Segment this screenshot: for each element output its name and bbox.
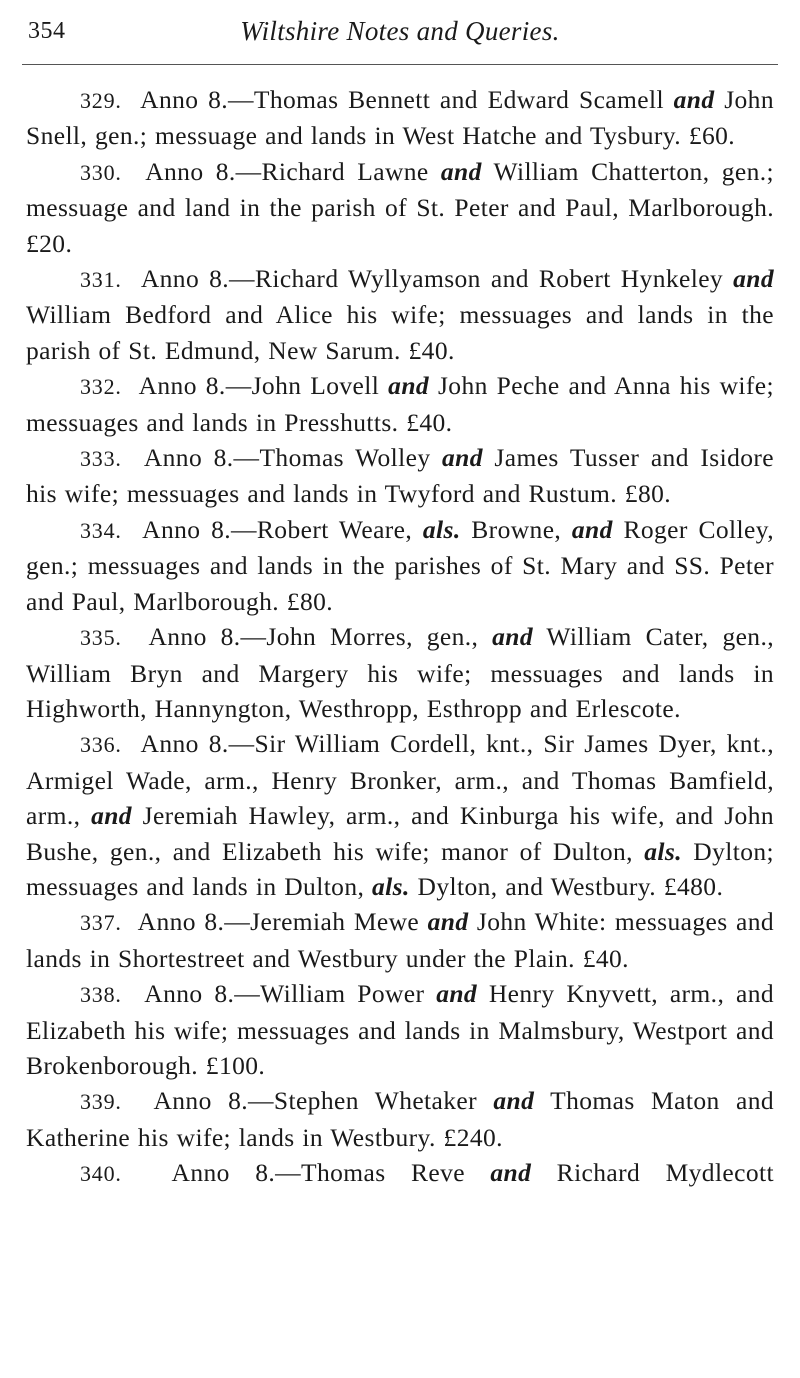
entry-text: Thomas Maton and Katherine his wife; lands in Westbury. £240. [26,1086,774,1152]
entry-italic: and [490,1158,532,1188]
entry-text: Jeremiah Hawley, arm., and Kinburga his wife, and John Bushe, gen., and Elizabeth his wife; manor of Dulton, [26,801,774,866]
entry-text: Anno 8.—Stephen Whetaker [153,1086,494,1116]
entry-text: Anno 8.—Thomas Reve [171,1158,491,1188]
entry-italic: als. [372,871,410,901]
entry-text: Anno 8.—Richard Lawne [145,156,441,186]
entry-italic: and [733,264,774,294]
entry-text: Anno 8.—Jeremiah Mewe [137,907,428,937]
entry-number: 332. [80,374,122,400]
entry-italic: and [91,801,132,831]
entry-italic: and [673,85,715,114]
entry-330 [26,154,774,261]
entry-italic: and [493,1086,535,1116]
entry-italic: and [442,443,483,473]
entry-number: 340. [80,1161,122,1187]
entry-italic: and [492,622,534,652]
entry-number: 338. [80,982,122,1008]
entry-text: Anno 8.—John Lovell [138,371,389,401]
running-head [22,14,778,54]
entry-text: John Peche and Anna his wife; messuages and lands in Presshutts. £40. [26,371,775,437]
entry-italic: and [571,514,613,544]
entry-text: Anno 8.—Thomas Bennett and Edward Scamell [140,85,674,114]
entry-text: Henry Knyvett, arm., and Elizabeth his wife; messuages and lands in Malmsbury, Westport and Brokenborough. £100. [26,979,775,1080]
entry-italic: and [436,979,478,1009]
entry-text: Anno 8.—William Power [144,979,437,1009]
entry-italic: als. [644,836,682,866]
entry-text: Anno 8.—John Morres, gen., [148,622,493,652]
entry-text: Browne, [460,514,572,544]
entry-340 [26,1155,774,1191]
entry-text: William Chatterton, gen.; messuage and land in the parish of St. Peter and Paul, Marlborough. £20. [26,156,774,258]
entry-italic: als. [422,514,461,544]
entry-text: Dylton; messuages and lands in Dulton, [26,836,774,901]
entry-number: 333. [80,446,122,472]
entry-336 [26,726,774,904]
entry-number: 335. [80,625,122,651]
entries-list [26,82,774,1192]
entry-text: Anno 8.—Richard Wyllyamson and Robert Hynkeley [140,264,734,294]
entry-number: 330. [80,159,122,185]
entry-331 [26,261,774,368]
entry-text: William Bedford and Alice his wife; messuages and lands in the parish of St. Edmund, New Sarum. £40. [26,300,774,365]
entry-text: John Snell, gen.; messuage and lands in West Hatche and Tysbury. £60. [26,85,774,151]
entry-number: 336. [80,732,122,758]
entry-number: 329. [80,88,122,113]
entry-337 [26,904,774,976]
entry-italic: and [388,371,430,401]
entry-332 [26,368,774,440]
running-title: Wiltshire Notes and Queries. [240,16,560,46]
entry-333 [26,440,774,512]
entry-335 [26,619,774,726]
entry-334 [26,512,774,619]
entry-329 [26,82,774,154]
entry-text: John White: messuages and lands in Shortestreet and Westbury under the Plain. £40. [26,907,774,973]
entry-number: 337. [80,910,122,936]
entry-italic: and [427,907,469,937]
entry-text: Anno 8.—Robert Weare, [142,514,423,544]
entry-339 [26,1083,774,1155]
entry-number: 331. [80,267,122,293]
entry-text: Anno 8.—Sir William Cordell, knt., Sir James Dyer, knt., Armigel Wade, arm., Henry Bronker, arm., and Thomas Bamfield, arm., [26,729,774,831]
entry-text: Anno 8.—Thomas Wolley [143,443,443,473]
page-number: 354 [28,18,66,44]
entry-number: 339. [80,1089,122,1115]
entry-text: Roger Colley, gen.; messuages and lands in the parishes of St. Mary and SS. Peter and Paul, Marlborough. £80. [26,514,774,616]
entry-number: 334. [80,517,122,543]
entry-338 [26,976,774,1083]
entry-text: Dylton, and Westbury. £480. [409,871,724,901]
entry-italic: and [440,156,482,186]
entry-text: William Cater, gen., William Bryn and Margery his wife; messuages and lands in Highworth, Hannyngton, Westhropp, Esthropp and Erlescote. [26,622,775,723]
entry-text: Richard Mydlecott [531,1158,774,1188]
header-rule [22,64,778,65]
entry-text: James Tusser and Isidore his wife; messuages and lands in Twyford and Rustum. £80. [26,443,774,509]
